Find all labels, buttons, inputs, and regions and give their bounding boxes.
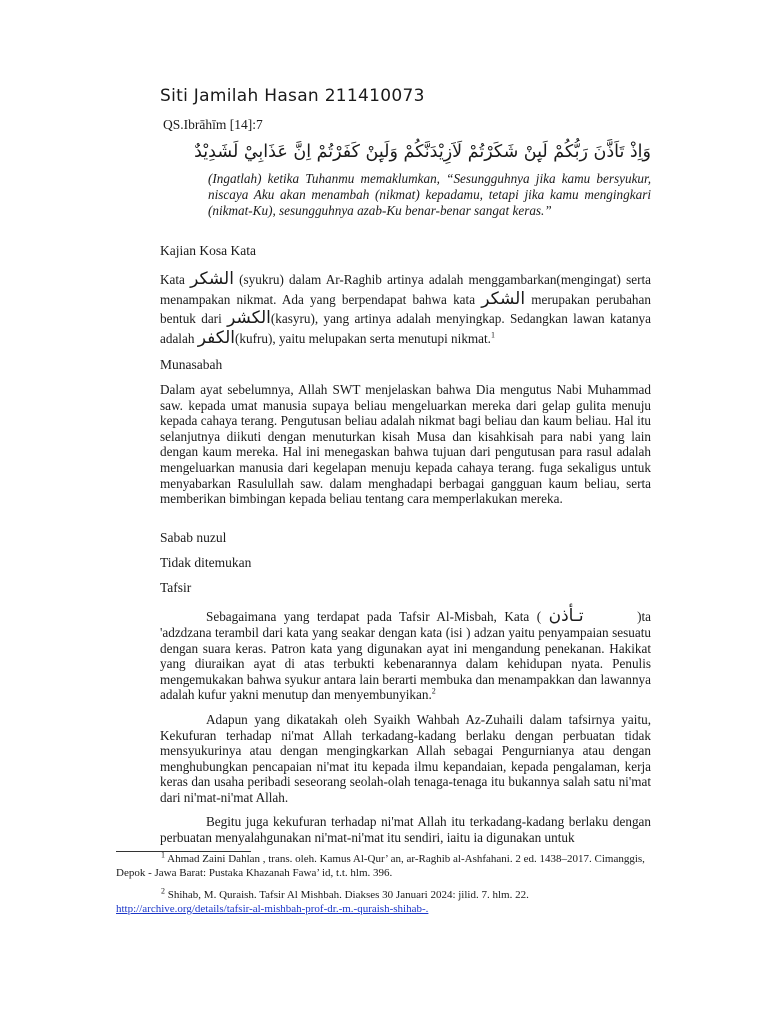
tafsir-p1-text-b: )ta 'adzdzana terambil dari kata yang seakar dengan kata (isi ) adzan yaitu penyampaian sesuatu dengan suara keras. Patron kata yang digunakan ayat ini mengandung penekanan. Hakikat yang diuraikan ayat di atas terbukti kebenarannya dalam kehidupan nyata. Penulis mengemukakan bahwa syukur antara lain berarti membuka dan menampakkan dan lawannya adalah kufur yakni menutup dan menyembunyikan. — [160, 609, 651, 703]
footnote-2-text: Shihab, M. Quraish. Tafsir Al Mishbah. Diakses 30 Januari 2024: jilid. 7. hlm. 22. — [165, 889, 529, 901]
surah-reference: QS.Ibrāhīm [14]:7 — [163, 117, 263, 132]
author-line: Siti Jamilah Hasan 211410073 — [160, 86, 425, 106]
verse-translation: (Ingatlah) ketika Tuhanmu memaklumkan, “Sesungguhnya jika kamu bersyukur, niscaya Aku akan menambah (nikmat) kepadamu, tetapi jika kamu mengingkari (nikmat-Ku), sesungguhnya azab-Ku benar-benar sangat keras.” — [208, 171, 651, 218]
arabic-word-kasyr: الكشر — [227, 308, 271, 329]
kosa-kata-text-3: merupakan perubahan bentuk dari — [160, 291, 651, 327]
tafsir-paragraph-3: Begitu juga kekufuran terhadap ni'mat Allah itu terkadang-kadang berlaku dengan perbuatan menyalahgunakan ni'mat-ni'mat itu sendiri, iaitu ia digunakan untuk — [160, 814, 651, 845]
heading-kosa-kata: Kajian Kosa Kata — [160, 243, 256, 258]
footnote-2-link[interactable]: http://archive.org/details/tafsir-al-mishbah-prof-dr.-m.-quraish-shihab-. — [116, 903, 429, 915]
munasabah-paragraph: Dalam ayat sebelumnya, Allah SWT menjelaskan bahwa Dia mengutus Nabi Muhammad saw. kepada umat manusia supaya beliau mengeluarkan mereka dari gelap gulita menuju kepada cahaya terang. Pengutusan beliau adalah nikmat bagi beliau dan kaum beliau. Hal itu selanjutnya diikuti dengan menuturkan kisah Musa dan kisahkisah para nabi yang lain dengan kaum mereka. Hal ini menegaskan bahwa tujuan dari pengutusan para rasul adalah mengeluarkan manusia dari kegelapan menuju kepada cahaya terang. fuga sekaligus untuk menyabarkan Rasulullah saw. dalam menghadapi berbagai gangguan kaum beliau, serta memberikan bimbingan kepada beliau tentang cara memperlakukan mereka. — [160, 382, 651, 507]
kosa-kata-text-2: (syukru) dalam Ar-Raghib artinya adalah menggambarkan(mengingat) serta menampakan nikmat. Ada yang berpendapat bahwa kata — [160, 272, 651, 307]
arabic-word-syukr: الشكر — [190, 269, 234, 289]
footnote-ref-1[interactable]: 1 — [490, 330, 495, 340]
tafsir-paragraph-2: Adapun yang dikatakah oleh Syaikh Wahbah Az-Zuhaili dalam tafsirnya yaitu, Kekufuran terhadap ni'mat Allah terkadang-kadang berlaku dengan perbuatan tidak mensyukurinya atau dengan mengingkarkan Allah sebagai Pengurnianya atau dengan menghubungkan pencapaian ni'mat itu kepada ilmu kepandaian, kepada pengalaman, kerja keras dan usaha peribadi seseorang seolah-olah tenaga-tenaga itu bukannya salah satu ni'mat dari ni'mat-ni'mat Allah. — [160, 712, 651, 805]
footnote-2-mark: 2 — [161, 886, 165, 896]
footnote-ref-2[interactable]: 2 — [431, 686, 436, 696]
arabic-verse: وَاِذْ تَاَذَّنَ رَبُّكُمْ لَىِٕنْ شَكَرْتُمْ لَاَزِيْدَنَّكُمْ وَلَىِٕنْ كَفَرْتُمْ اِنَّ عَذَابِيْ لَشَدِيْدٌ — [194, 142, 651, 162]
kosa-kata-text-4: (kasyru), yang artinya adalah menyingkap. Sedangkan lawan katanya adalah — [160, 311, 651, 346]
heading-tafsir: Tafsir — [160, 580, 192, 595]
heading-sabab-nuzul: Sabab nuzul — [160, 530, 227, 545]
kosa-kata-text-5: (kufru), yaitu melupakan serta menutupi nikmat. — [235, 330, 491, 346]
tafsir-p1-text-a: Sebagaimana yang terdapat pada Tafsir Al-Misbah, Kata ( — [206, 609, 549, 624]
footnote-1-mark: 1 — [161, 850, 165, 860]
kosa-kata-paragraph — [160, 270, 651, 348]
arabic-word-taadzdzana: تـأذن — [548, 606, 584, 626]
tafsir-paragraph-1 — [160, 608, 651, 703]
arabic-word-kufr: الكفر — [197, 327, 235, 348]
arabic-word-syukr-2: الشكر — [481, 288, 526, 309]
sabab-nuzul-value: Tidak ditemukan — [160, 555, 252, 570]
footnote-1-text: Ahmad Zaini Dahlan , trans. oleh. Kamus Al-Qur’ an, ar-Raghib al-Ashfahani. 2 ed. 1438–2017. Cimanggis, Depok - Jawa Barat: Pustaka Khazanah Fawa’ id, t.t. hlm. 396. — [116, 853, 645, 879]
footnote-2 — [116, 888, 651, 916]
footnote-1 — [116, 852, 651, 880]
kosa-kata-text-1: Kata — [160, 272, 191, 287]
heading-munasabah: Munasabah — [160, 357, 223, 372]
